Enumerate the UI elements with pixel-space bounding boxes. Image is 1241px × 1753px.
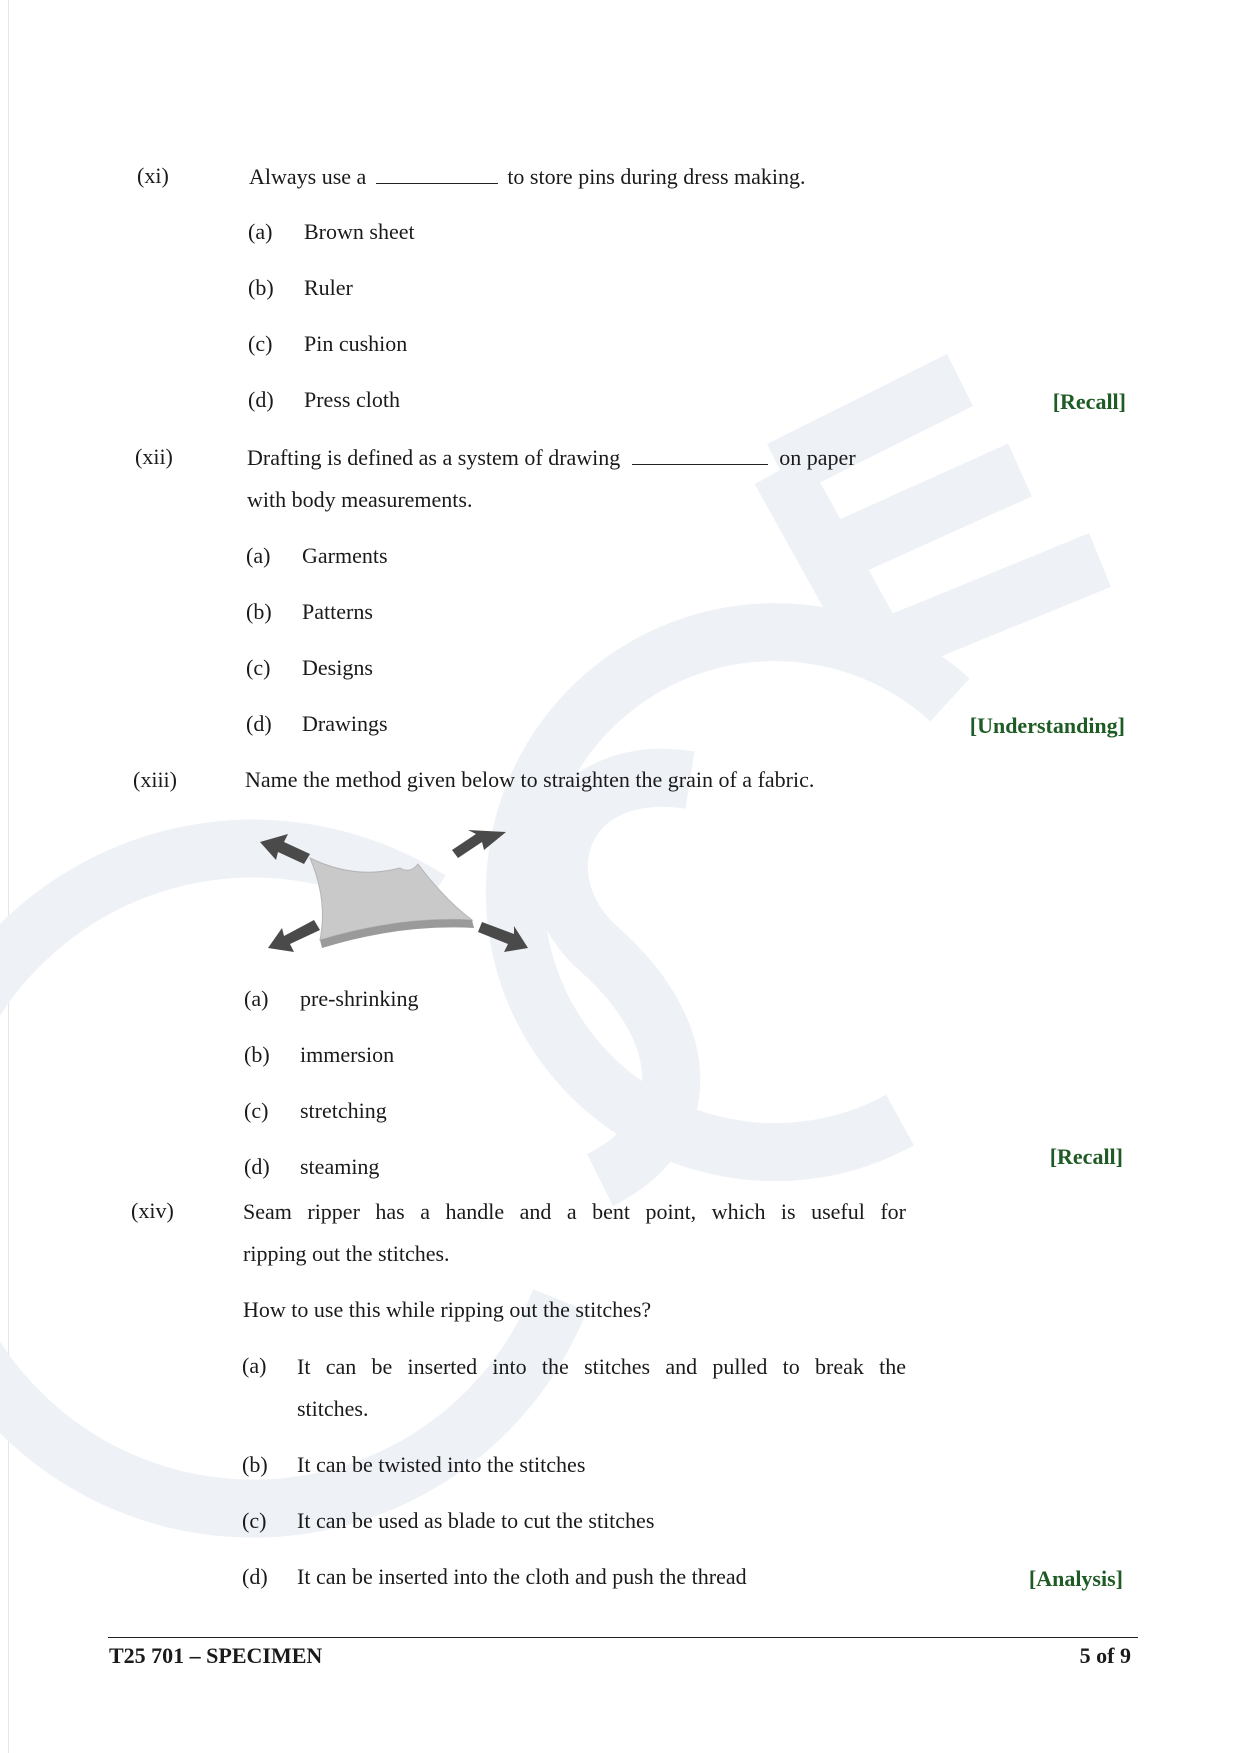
cognitive-level-tag: [Analysis] <box>1028 1566 1123 1591</box>
option-text: Drawings <box>302 711 388 736</box>
watermark-letter-c2 <box>515 632 950 1152</box>
option-text: It can be inserted into the stitches and pulled to break the <box>297 1354 906 1379</box>
option-text: Pin cushion <box>304 331 408 356</box>
option-text: steaming <box>300 1154 380 1179</box>
arrow-up-right-icon <box>452 830 506 858</box>
option-text: Brown sheet <box>304 219 415 244</box>
stem-text: to store pins during dress making. <box>507 164 806 189</box>
arrow-up-left-icon <box>260 834 310 864</box>
question-number: (xi) <box>137 163 169 188</box>
question-stem: Seam ripper has a handle and a bent point, which is useful for <box>243 1199 906 1224</box>
option-label: (b) <box>248 275 274 300</box>
option-text: It can be used as blade to cut the stitches <box>297 1508 655 1533</box>
option-text: Ruler <box>304 275 353 300</box>
stem-text: Always use a <box>249 164 367 189</box>
watermark-letter-e <box>780 380 1100 650</box>
question-stem <box>247 446 856 469</box>
arrow-down-right-icon <box>478 922 528 952</box>
option-label: (a) <box>244 986 269 1011</box>
paper-code: T25 701 – SPECIMEN <box>109 1643 323 1668</box>
cognitive-level-tag: [Recall] <box>1049 1144 1123 1169</box>
option-label: (b) <box>246 599 272 624</box>
option-label: (d) <box>248 387 274 412</box>
option-label: (c) <box>244 1098 269 1123</box>
stem-text: Drafting is defined as a system of drawing <box>247 445 621 470</box>
option-label: (a) <box>242 1353 267 1378</box>
option-label: (c) <box>248 331 273 356</box>
option-label: (c) <box>242 1508 267 1533</box>
arrow-down-left-icon <box>268 920 320 952</box>
option-label: (c) <box>246 655 271 680</box>
option-label: (d) <box>246 711 272 736</box>
question-number: (xiii) <box>133 767 177 792</box>
question-stem: Name the method given below to straighten the grain of a fabric. <box>245 767 815 792</box>
option-text: Patterns <box>302 599 373 624</box>
option-label: (a) <box>246 543 271 568</box>
fabric-piece <box>310 858 474 948</box>
option-label: (b) <box>244 1042 270 1067</box>
option-text-line2: stitches. <box>297 1396 369 1421</box>
stem-text: on paper <box>779 445 856 470</box>
option-text: It can be twisted into the stitches <box>297 1452 586 1477</box>
page-number: 5 of 9 <box>1079 1643 1131 1668</box>
fill-in-blank <box>376 165 498 184</box>
fill-in-blank <box>632 446 768 465</box>
option-label: (d) <box>242 1564 268 1589</box>
question-stem-line2: ripping out the stitches. <box>243 1241 450 1266</box>
footer-rule <box>108 1637 1138 1638</box>
option-label: (d) <box>244 1154 270 1179</box>
option-text: Garments <box>302 543 388 568</box>
option-text: immersion <box>300 1042 395 1067</box>
option-text: Press cloth <box>304 387 400 412</box>
option-text: pre-shrinking <box>300 986 419 1011</box>
question-stem <box>249 165 806 188</box>
scan-edge-line <box>8 0 9 1753</box>
cognitive-level-tag: [Understanding] <box>969 713 1125 738</box>
question-number: (xiv) <box>131 1198 174 1223</box>
option-text: It can be inserted into the cloth and push the thread <box>297 1564 747 1589</box>
question-stem-line2: with body measurements. <box>247 487 473 512</box>
option-text: stretching <box>300 1098 387 1123</box>
question-number: (xii) <box>135 444 173 469</box>
cognitive-level-tag: [Recall] <box>1052 389 1126 414</box>
question-prompt: How to use this while ripping out the stitches? <box>243 1297 652 1322</box>
option-text: Designs <box>302 655 373 680</box>
option-label: (a) <box>248 219 273 244</box>
watermark-letter-s <box>559 778 690 1180</box>
option-label: (b) <box>242 1452 268 1477</box>
fabric-stretching-illustration <box>260 828 540 958</box>
